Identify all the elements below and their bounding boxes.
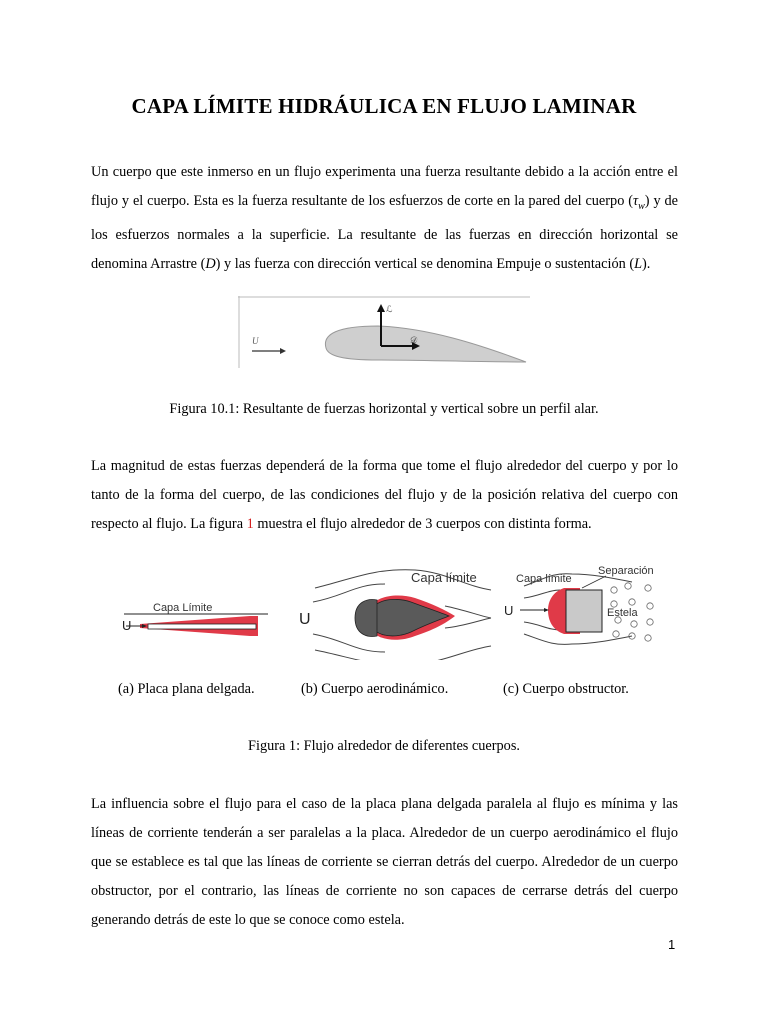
paragraph-intro	[91, 158, 678, 279]
aerodynamic-body-figure	[295, 558, 495, 660]
figure-1-caption: Figura 1: Flujo alrededor de diferentes cuerpos.	[248, 738, 520, 754]
bluff-body	[566, 590, 602, 632]
drag-symbol: D	[205, 255, 216, 272]
flat-plate-figure	[120, 596, 270, 646]
lift-symbol: L	[634, 255, 643, 272]
subcaption-c: (c) Cuerpo obstructor.	[503, 681, 629, 697]
tau-symbol: τ	[633, 193, 639, 209]
paragraph-magnitude	[91, 452, 678, 539]
text-segment: ) y las fuerza con dirección vertical se denomina Empuje o sustentación (	[215, 255, 635, 272]
freestream-label: U	[252, 336, 259, 346]
lift-label: ℒ	[386, 304, 393, 314]
capa-limite-label: Capa límite	[516, 573, 572, 585]
page-number: 1	[668, 937, 676, 952]
bluff-body-figure	[502, 560, 662, 646]
body-shape	[369, 599, 449, 636]
flow-label: U	[299, 611, 311, 628]
flat-plate	[148, 624, 256, 629]
subcaption-b: (b) Cuerpo aerodinámico.	[301, 681, 449, 697]
text-segment: ) y de los esfuerzos normales a la superficie. La resultante de las fuerzas en dirección horizontal se denomina Arrastre (	[91, 193, 678, 272]
figure-10-1-caption: Figura 10.1: Resultante de fuerzas horizontal y vertical sobre un perfil alar.	[169, 401, 599, 417]
text-segment: muestra el flujo alrededor de 3 cuerpos con distinta forma.	[253, 516, 592, 532]
tau-subscript: w	[638, 200, 645, 212]
figure-reference-link[interactable]: 1	[246, 516, 254, 532]
separacion-label: Separación	[598, 565, 654, 577]
estela-label: Estela	[607, 607, 638, 619]
flow-label: U	[122, 618, 132, 633]
text-segment: La magnitud de estas fuerzas dependerá de la forma que tome el flujo alrededor del cuerpo y por lo tanto de la forma del cuerpo, de las condiciones del flujo y de la posición relativa del cuerpo con respecto al flujo. La figura	[91, 458, 678, 532]
text-segment: Un cuerpo que este inmerso en un flujo experimenta una fuerza resultante debido a la acción entre el flujo y el cuerpo. Esta es la fuerza resultante de los esfuerzos de corte en la pared del cuerpo (	[91, 164, 678, 209]
paragraph-influence: La influencia sobre el flujo para el caso de la placa plana delgada paralela al flujo es mínima y las líneas de corriente tenderán a ser paralelas a la placa. Alrededor de un cuerpo aerodinámico el flujo que se establece es tal que las líneas de corriente se cierran detrás del cuerpo. Alrededor de un cuerpo obstructor, por el contrario, las líneas de corriente no son capaces de cerrarse detrás del cuerpo generando detrás de este lo que se conoce como estela.	[91, 796, 678, 928]
airfoil-figure	[238, 296, 530, 368]
drag-label: 𝒟	[410, 335, 418, 345]
flow-label: U	[504, 603, 514, 618]
subcaption-a: (a) Placa plana delgada.	[118, 681, 255, 697]
airfoil-shape	[325, 326, 526, 362]
stagnation-region	[355, 600, 377, 637]
capa-limite-label: Capa límite	[411, 570, 477, 585]
capa-limite-label: Capa Límite	[153, 602, 213, 614]
page-title: CAPA LÍMITE HIDRÁULICA EN FLUJO LAMINAR	[131, 94, 637, 118]
text-segment: ).	[642, 255, 651, 272]
